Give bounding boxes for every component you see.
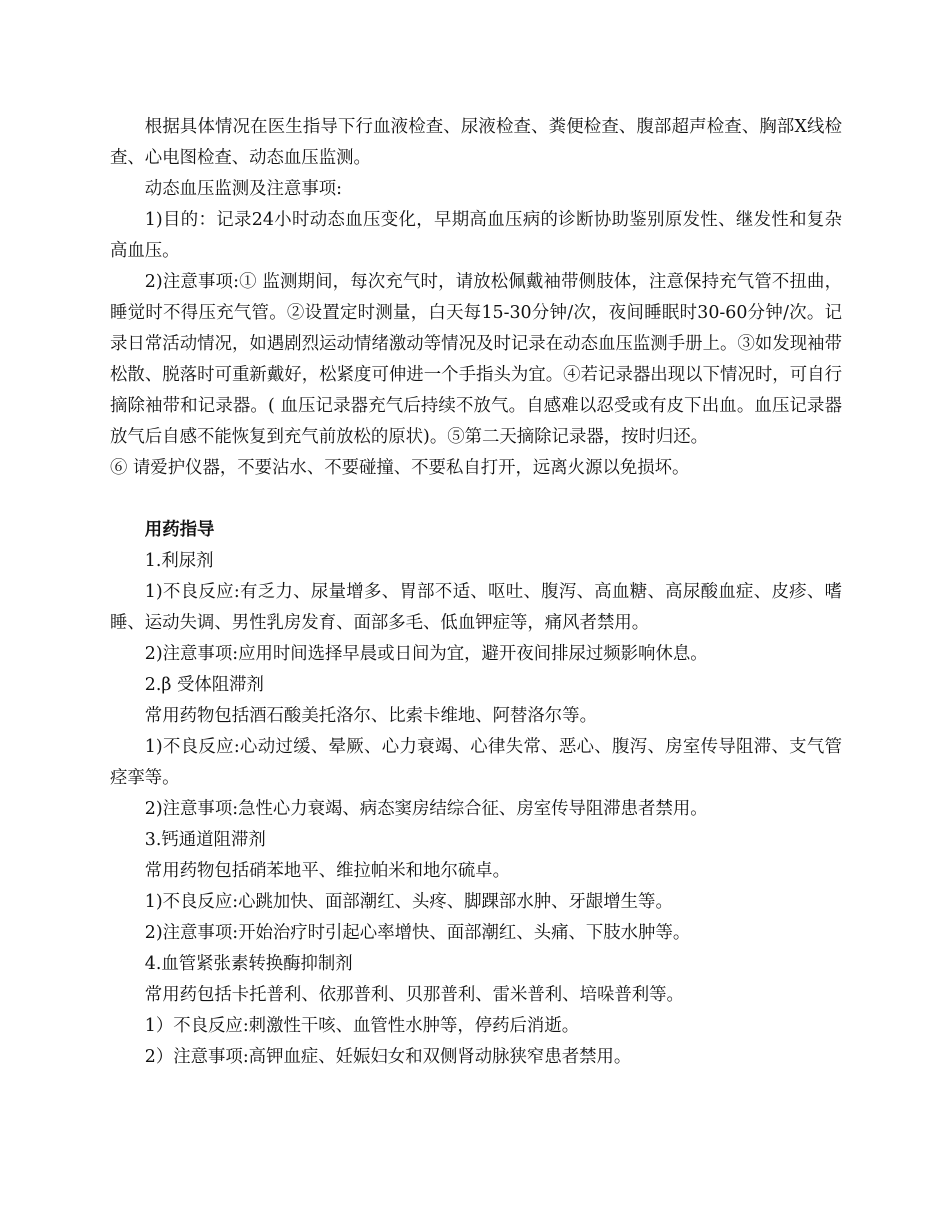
document-page	[110, 112, 842, 1073]
ccb-drugs: 常用药物包括硝苯地平、维拉帕米和地尔硫卓。	[144, 861, 511, 881]
ccb-adverse: 1)不良反应:心跳加快、面部潮红、头疼、脚踝部水肿、牙龈增生等。	[144, 892, 673, 912]
abpm-notes: 2)注意事项:① 监测期间，每次充气时，请放松佩戴袖带侧肢体，注意保持充气管不扭曲，睡觉时不得压充气管。②设置定时测量，白天每15-30分钟/次，夜间睡眠时30-60分钟/次。记录日常活动情况，如遇剧烈运动情绪激动等情况及时记录在动态血压监测手册上。③如发现袖带松散、脱落时可重新戴好，松紧度可伸进一个手指头为宜。④若记录器出现以下情况时，可自行摘除袖带和记录器。( 血压记录器充气后持续不放气。自感难以忍受或有皮下出血。血压记录器放气后自感不能恢复到充气前放松的原状)。⑤第二天摘除记录器，按时归还。	[110, 272, 842, 447]
beta-blockers-notes: 2)注意事项:急性心力衰竭、病态窦房结综合征、房室传导阻滞患者禁用。	[144, 799, 708, 819]
exam-paragraph: 根据具体情况在医生指导下行血液检查、尿液检查、粪便检查、腹部超声检查、胸部X线检查、心电图检查、动态血压监测。	[110, 117, 842, 168]
abpm-title: 动态血压监测及注意事项:	[144, 179, 342, 199]
section-spacer	[110, 484, 842, 515]
ccb-title: 3.钙通道阻滞剂	[144, 830, 266, 850]
ccb-notes: 2)注意事项:开始治疗时引起心率增快、面部潮红、头痛、下肢水肿等。	[144, 923, 691, 943]
acei-adverse: 1）不良反应:刺激性干咳、血管性水肿等，停药后消逝。	[144, 1016, 580, 1036]
beta-blockers-title: 2.β 受体阻滞剂	[144, 675, 264, 695]
acei-notes: 2）注意事项:高钾血症、妊娠妇女和双侧肾动脉狭窄患者禁用。	[144, 1047, 632, 1067]
diuretics-adverse: 1)不良反应:有乏力、尿量增多、胃部不适、呕吐、腹泻、高血糖、高尿酸血症、皮疹、嗜睡、运动失调、男性乳房发育、面部多毛、低血钾症等，痛风者禁用。	[110, 582, 842, 633]
medication-heading: 用药指导	[144, 520, 215, 540]
abpm-note-6: ⑥ 请爱护仪器，不要沾水、不要碰撞、不要私自打开，远离火源以免损坏。	[110, 458, 690, 478]
beta-blockers-adverse: 1)不良反应:心动过缓、晕厥、心力衰竭、心律失常、恶心、腹泻、房室传导阻滞、支气管痉挛等。	[110, 737, 842, 788]
acei-title: 4.血管紧张素转换酶抑制剂	[144, 954, 353, 974]
diuretics-title: 1.利尿剂	[144, 551, 214, 571]
abpm-purpose: 1)目的：记录24小时动态血压变化，早期高血压病的诊断协助鉴别原发性、继发性和复杂高血压。	[110, 210, 842, 261]
acei-drugs: 常用药包括卡托普利、依那普利、贝那普利、雷米普利、培哚普利等。	[144, 985, 684, 1005]
beta-blockers-drugs: 常用药物包括酒石酸美托洛尔、比索卡维地、阿替洛尔等。	[144, 706, 597, 726]
diuretics-notes: 2)注意事项:应用时间选择早晨或日间为宜，避开夜间排尿过频影响休息。	[144, 644, 708, 664]
